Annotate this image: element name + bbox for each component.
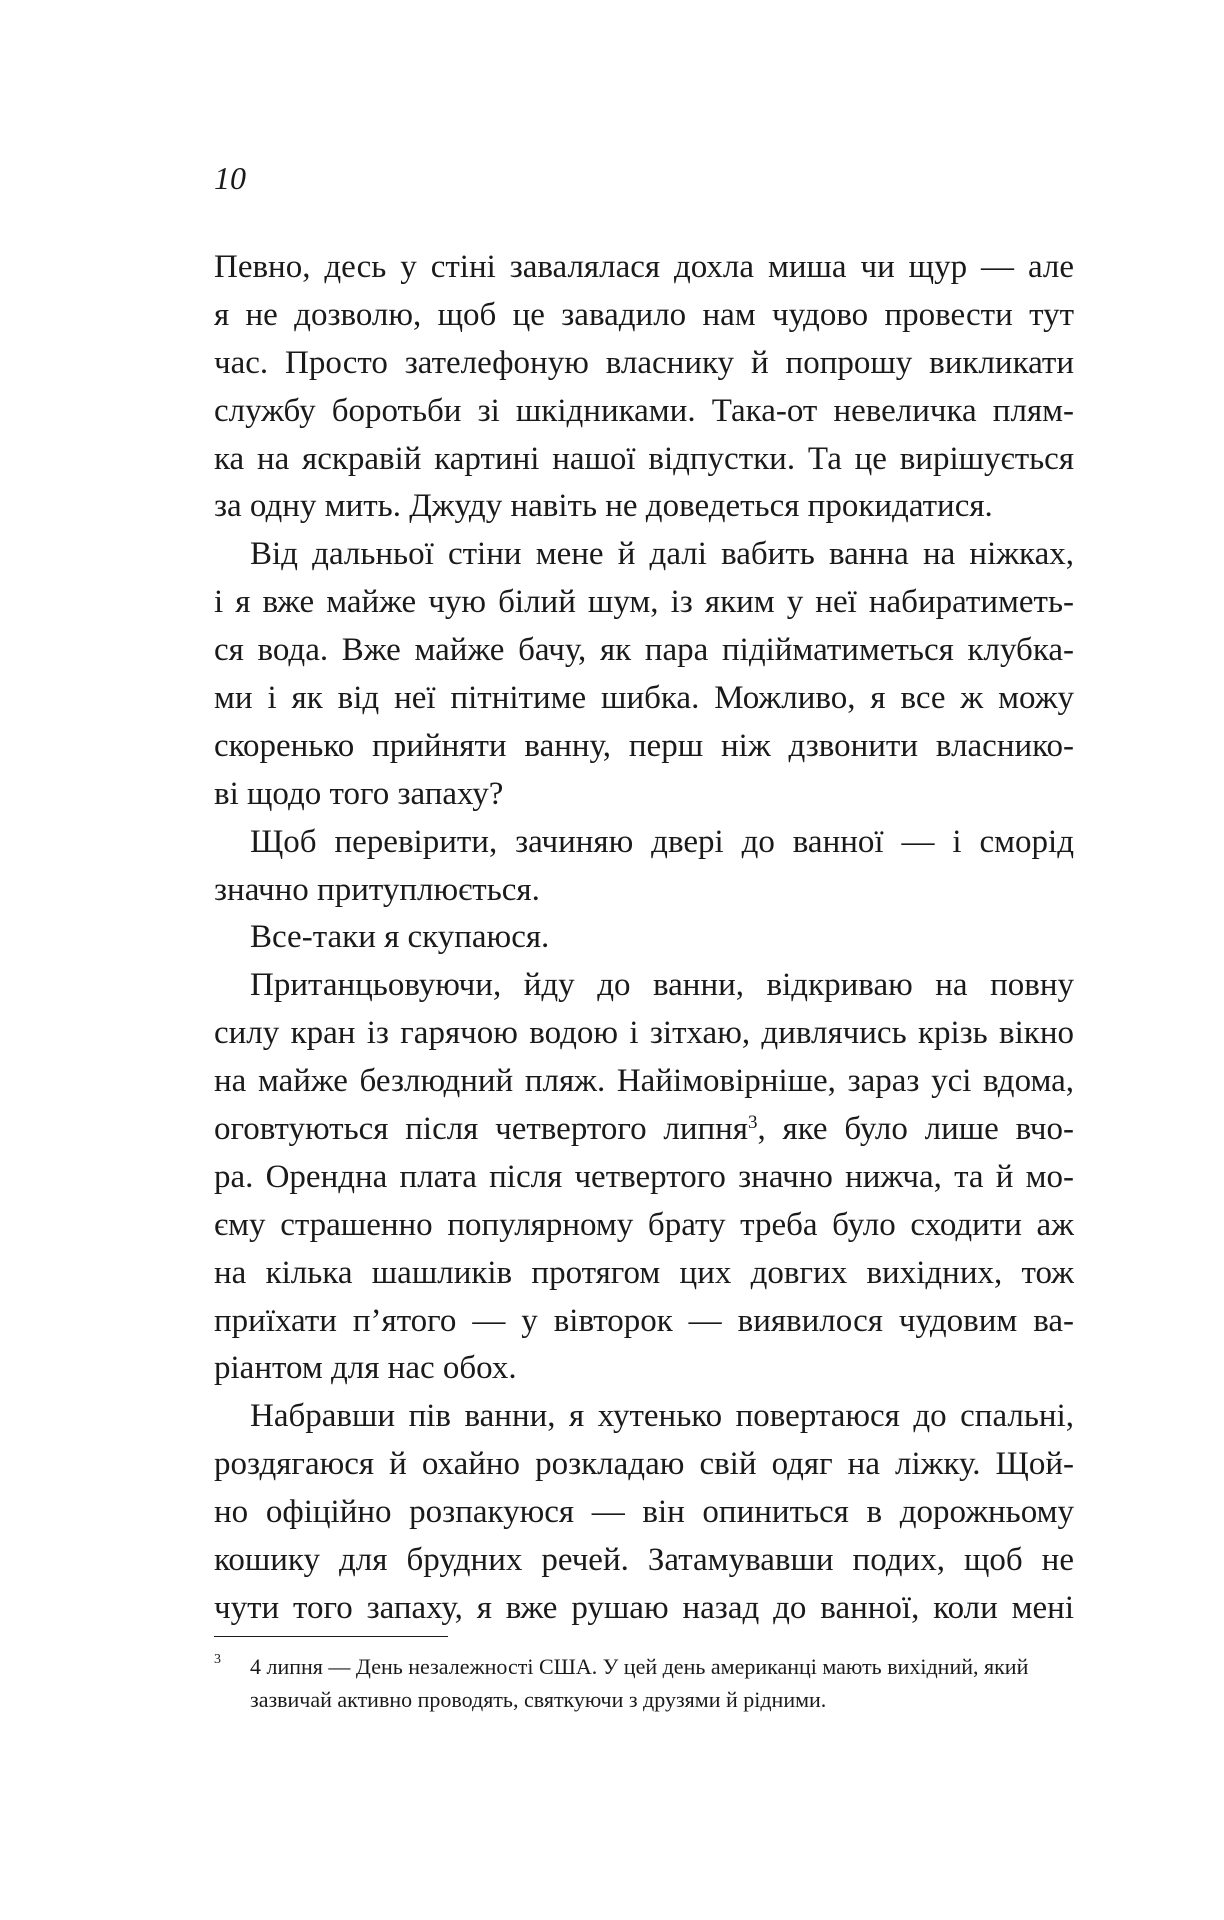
text-line: ся вода. Вже майже бачу, як пара підійматиметься клубка- bbox=[214, 632, 1074, 669]
paragraph bbox=[214, 244, 1074, 531]
text-line: Набравши пів ванни, я хутенько повертаюся до спальні, bbox=[250, 1398, 1074, 1435]
text-line-with-footnote bbox=[214, 1106, 1074, 1154]
text-line: на кілька шашликів протягом цих довгих вихідних, тож bbox=[214, 1254, 1074, 1291]
paragraph bbox=[214, 962, 1074, 1393]
text-line: приїхати п’ятого — у вівторок — виявилося чудовим ва- bbox=[214, 1302, 1074, 1339]
text-line: на майже безлюдний пляж. Найімовірніше, зараз усі вдома, bbox=[214, 1063, 1074, 1100]
text-line: ка на яскравій картині нашої відпустки. Та це вирішується bbox=[214, 440, 1074, 477]
text-line: за одну мить. Джуду навіть не доведеться прокидатися. bbox=[214, 488, 993, 525]
text-line: ві щодо того запаху? bbox=[214, 775, 504, 812]
text-line: скоренько прийняти ванну, перш ніж дзвонити власнико- bbox=[214, 727, 1074, 764]
text-line: Певно, десь у стіні завалялася дохла миша чи щур — але bbox=[214, 249, 1074, 285]
text-line: і я вже майже чую білий шум, із яким у неї набиратиметь- bbox=[214, 584, 1074, 621]
text-line: службу боротьби зі шкідниками. Така-от невеличка плям- bbox=[214, 392, 1074, 429]
footnote-marker: 3 bbox=[214, 1652, 221, 1667]
footnote-line: 4 липня — День незалежності США. У цей день американці мають вихідний, який bbox=[250, 1654, 1029, 1679]
text-line: Щоб перевірити, зачиняю двері до ванної — і сморід bbox=[250, 823, 1074, 860]
body-text bbox=[214, 244, 1074, 1633]
paragraph bbox=[214, 1393, 1074, 1632]
text-line: Все-таки я скупаюся. bbox=[250, 919, 550, 956]
footnote-line: зазвичай активно проводять, святкуючи з друзями й рідними. bbox=[250, 1687, 827, 1712]
paragraph bbox=[214, 819, 1074, 915]
text-line: Від дальньої стіни мене й далі вабить ванна на ніжках, bbox=[250, 536, 1074, 573]
text-segment: , яке було лише вчо- bbox=[757, 1111, 1074, 1148]
paragraph bbox=[214, 531, 1074, 818]
paragraph bbox=[214, 914, 1074, 962]
page-number: 10 bbox=[214, 160, 246, 196]
text-line: ми і як від неї пітнітиме шибка. Можливо, я все ж можу bbox=[214, 680, 1074, 717]
text-line: силу кран із гарячою водою і зітхаю, дивлячись крізь вікно bbox=[214, 1015, 1074, 1052]
text-line: роздягаюся й охайно розкладаю свій одяг на ліжку. Щой- bbox=[214, 1446, 1074, 1483]
text-line: ра. Орендна плата після четвертого значно нижча, та й мо- bbox=[214, 1158, 1074, 1195]
text-line: Пританцьовуючи, йду до ванни, відкриваю на повну bbox=[250, 967, 1074, 1004]
text-line: но офіційно розпакуюся — він опиниться в дорожньому bbox=[214, 1494, 1074, 1531]
text-line: кошику для брудних речей. Затамувавши подих, щоб не bbox=[214, 1542, 1074, 1579]
text-line: єму страшенно популярному брату треба було сходити аж bbox=[214, 1206, 1074, 1243]
text-segment: оговтуються після четвертого липня bbox=[214, 1111, 748, 1148]
text-line: ріантом для нас обох. bbox=[214, 1350, 517, 1387]
text-line: значно притуплюється. bbox=[214, 871, 540, 908]
text-line: я не дозволю, щоб це завадило нам чудово провести тут bbox=[214, 296, 1074, 333]
footnote bbox=[214, 1650, 1074, 1716]
text-line: чути того запаху, я вже рушаю назад до ванної, коли мені bbox=[214, 1589, 1074, 1626]
footnote-divider bbox=[214, 1636, 448, 1637]
footnote-reference[interactable]: 3 bbox=[748, 1112, 758, 1134]
text-line: час. Просто зателефоную власнику й попрошу викликати bbox=[214, 344, 1074, 381]
